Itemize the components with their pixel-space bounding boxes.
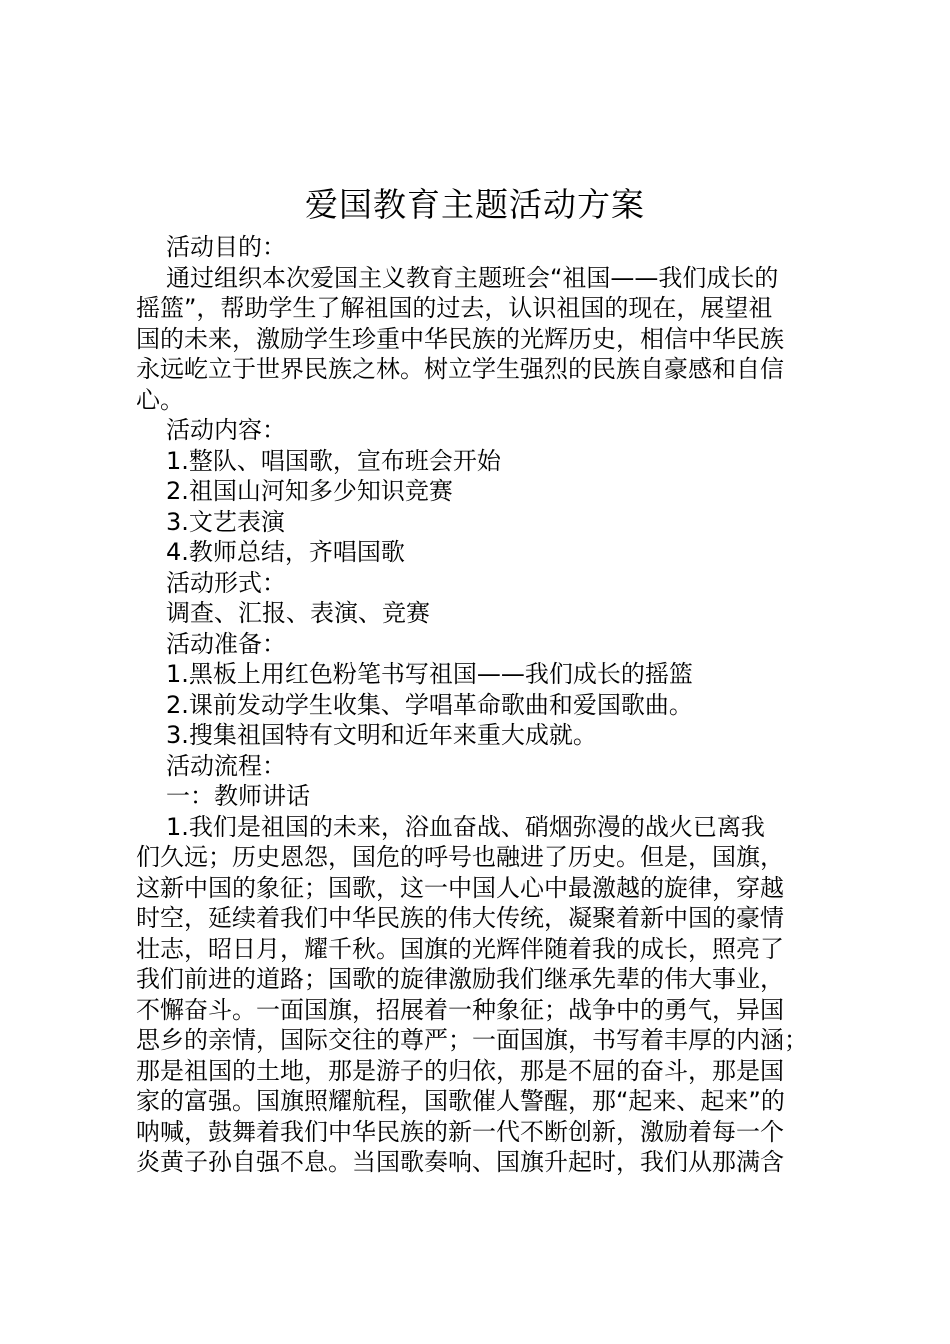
text-line: 国的未来，激励学生珍重中华民族的光辉历史，相信中华民族 xyxy=(136,324,784,353)
text-line: 永远屹立于世界民族之林。树立学生强烈的民族自豪感和自信 xyxy=(136,355,784,383)
text-line: 2.祖国山河知多少知识竞赛 xyxy=(166,477,453,505)
text-line: 时空，延续着我们中华民族的伟大传统，凝聚着新中国的豪情 xyxy=(136,904,784,932)
text-line: 1.整队、唱国歌，宣布班会开始 xyxy=(166,446,501,475)
text-line: 活动流程： xyxy=(166,751,286,780)
text-line: 不懈奋斗。一面国旗，招展着一种象征；战争中的勇气，异国 xyxy=(136,995,784,1024)
text-line: 思乡的亲情，国际交往的尊严；一面国旗，书写着丰厚的内涵； xyxy=(136,1026,808,1054)
text-line: 壮志，昭日月，耀千秋。国旗的光辉伴随着我的成长，照亮了 xyxy=(136,934,784,963)
text-line: 那是祖国的土地，那是游子的归依，那是不屈的奋斗，那是国 xyxy=(136,1056,784,1085)
text-line: 活动内容： xyxy=(166,416,286,444)
text-line: 活动准备： xyxy=(166,629,286,658)
text-line: 活动形式： xyxy=(166,568,286,597)
text-line: 我们前进的道路；国歌的旋律激励我们继承先辈的伟大事业， xyxy=(136,965,784,993)
text-line: 3.搜集祖国特有文明和近年来重大成就。 xyxy=(166,721,597,749)
text-line: 4.教师总结，齐唱国歌 xyxy=(166,538,405,566)
text-line: 们久远；历史恩怨，国危的呼号也融进了历史。但是，国旗， xyxy=(136,843,784,871)
text-line: 这新中国的象征；国歌，这一中国人心中最激越的旋律，穿越 xyxy=(136,873,784,902)
document-body xyxy=(136,232,836,1178)
text-line: 1.黑板上用红色粉笔书写祖国——我们成长的摇篮 xyxy=(166,660,693,688)
text-line: 心。 xyxy=(136,385,184,414)
text-line: 摇篮”，帮助学生了解祖国的过去，认识祖国的现在，展望祖 xyxy=(136,294,773,322)
text-line: 2.课前发动学生收集、学唱革命歌曲和爱国歌曲。 xyxy=(166,690,693,719)
text-line: 通过组织本次爱国主义教育主题班会“祖国——我们成长的 xyxy=(166,263,779,292)
text-line: 家的富强。国旗照耀航程，国歌催人警醒，那“起来、起来”的 xyxy=(136,1087,785,1115)
text-line: 1.我们是祖国的未来，浴血奋战、硝烟弥漫的战火已离我 xyxy=(166,812,765,841)
document-title: 爱国教育主题活动方案 xyxy=(305,185,645,224)
text-line: 呐喊，鼓舞着我们中华民族的新一代不断创新，激励着每一个 xyxy=(136,1117,784,1146)
text-line: 调查、汇报、表演、竞赛 xyxy=(166,599,430,627)
text-line: 一：教师讲话 xyxy=(166,782,310,810)
text-line: 3.文艺表演 xyxy=(166,507,285,536)
text-line: 炎黄子孙自强不息。当国歌奏响、国旗升起时，我们从那满含 xyxy=(136,1148,784,1176)
text-line: 活动目的： xyxy=(166,233,286,261)
